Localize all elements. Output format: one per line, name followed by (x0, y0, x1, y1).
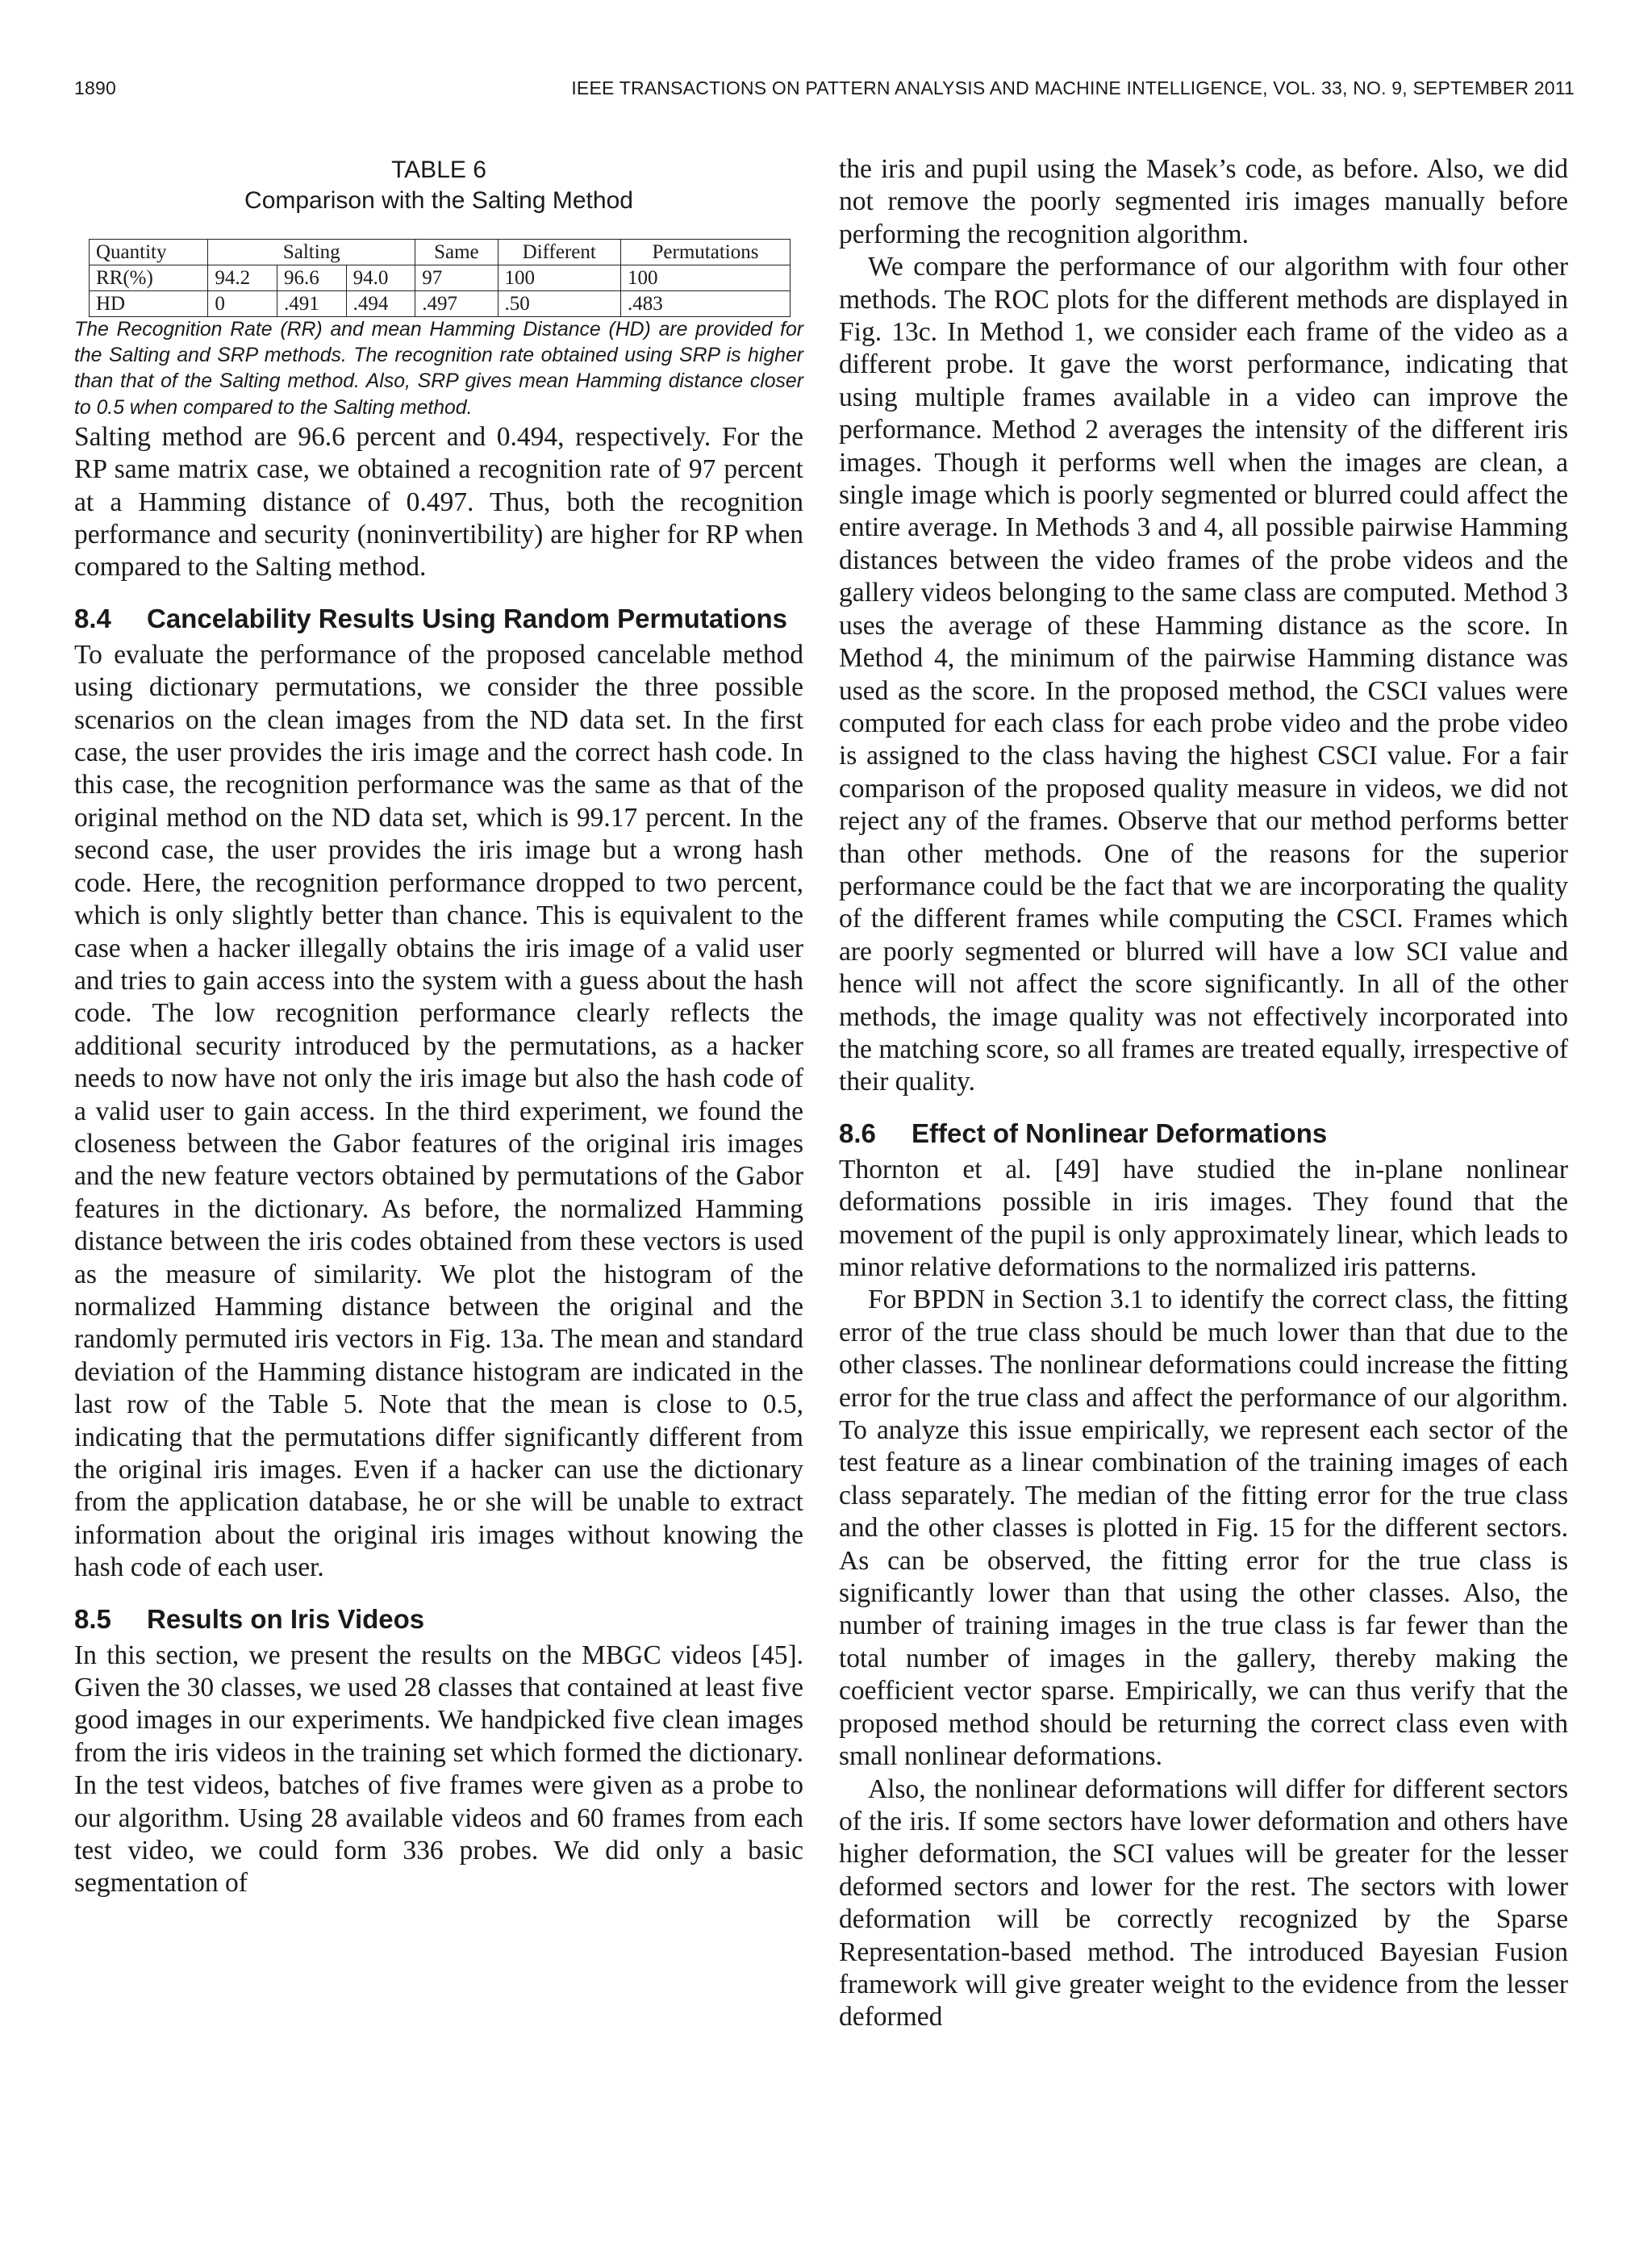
table-header-cell: Permutations (620, 240, 790, 265)
section-heading-8-5 (74, 1604, 803, 1635)
table-cell: .497 (415, 291, 498, 317)
table-footnote: The Recognition Rate (RR) and mean Hamming Distance (HD) are provided for the Salting and SRP methods. The recognition rate obtained using SRP is higher than that of the Salting method. Also, SRP gives mean Hamming distance closer to 0.5 when compared to the Salting method. (74, 319, 803, 419)
table-header-cell: Salting (208, 240, 415, 265)
table-cell: .483 (620, 291, 790, 317)
table-cell: 94.2 (208, 265, 277, 291)
paragraph: the iris and pupil using the Masek’s code, as before. Also, we did not remove the poorly segmented iris images manually before performing the recognition algorithm. (839, 154, 1568, 249)
table-row (90, 291, 791, 317)
table-row (90, 265, 791, 291)
section-number: 8.5 (74, 1603, 111, 1634)
table-cell: 100 (620, 265, 790, 291)
section-number: 8.6 (839, 1118, 876, 1148)
table-header-cell: Different (498, 240, 620, 265)
page-number: 1890 (74, 77, 116, 98)
section-heading-8-4 (74, 604, 803, 634)
table-header-cell: Same (415, 240, 498, 265)
paragraph: To evaluate the performance of the proposed cancelable method using dictionary permutations, we consider the three possible scenarios on the clean images from the ND data set. In the first case, the user provides the iris image and the correct hash code. In this case, the recognition performance was the same as that of the original method on the ND data set, which is 99.17 percent. In the second case, the user provides the iris image but a wrong hash code. Here, the recognition performance dropped to two percent, which is only slightly better than chance. This is equivalent to the case when a hacker illegally obtains the iris image of a valid user and tries to gain access into the system with a guess about the hash code. The low recognition performance clearly reflects the additional security introduced by the permutations, as a hacker needs to now have not only the iris image but also the hash code of a valid user to gain access. In the third experiment, we found the closeness between the Gabor features of the original iris images and the new feature vectors obtained by permutations of the Gabor features in the dictionary. As before, the normalized Hamming distance between the iris codes obtained from these vectors is used as the measure of similarity. We plot the histogram of the normalized Hamming distance between the original and the randomly permuted iris vectors in Fig. 13a. The mean and standard deviation of the Hamming distance histogram are indicated in the last row of the Table 5. Note that the mean is close to 0.5, indicating that the permutations differ significantly different from the original iris images. Even if a hacker can use the dictionary from the application database, he or she will be unable to extract information about the original iris images without knowing the hash code of each user. (74, 639, 803, 1583)
section-title: Effect of Nonlinear Deformations (912, 1118, 1328, 1148)
table-caption (74, 155, 803, 216)
table-cell: 94.0 (346, 265, 415, 291)
paragraph: Thornton et al. [49] have studied the in-plane nonlinear deformations possible in iris images. They found that the movement of the pupil is only approximately linear, which leads to minor relative deformations to the normalized iris patterns. (839, 1154, 1568, 1282)
table-cell: 0 (208, 291, 277, 317)
paragraph: In this section, we present the results on the MBGC videos [45]. Given the 30 classes, we used 28 classes that contained at least five good images in our experiments. We handpicked five clean images from the iris videos in the training set which formed the dictionary. In the test videos, batches of five frames were given as a probe to our algorithm. Using 28 available videos and 60 frames from each test video, we could form 336 probes. We did only a basic segmentation of (74, 1640, 803, 1899)
table-header-cell: Quantity (90, 240, 208, 265)
section-title: Results on Iris Videos (147, 1603, 425, 1634)
paragraph: Also, the nonlinear deformations will differ for different sectors of the iris. If some sectors have lower deformation and others have higher deformation, the SCI values will be greater for the lesser deformed sectors and lower for the rest. The sectors with lower deformation will be correctly recognized by the Sparse Representation-based method. The introduced Bayesian Fusion framework will give greater weight to the evidence from the lesser deformed (839, 1773, 1568, 2032)
table-cell: .50 (498, 291, 620, 317)
right-column (839, 153, 1568, 2034)
paragraph: Salting method are 96.6 percent and 0.494, respectively. For the RP same matrix case, we obtained a recognition rate of 97 percent at a Hamming distance of 0.497. Thus, both the recognition performance and security (noninvertibility) are higher for RP when compared to the Salting method. (74, 421, 803, 583)
section-heading-8-6 (839, 1118, 1568, 1149)
paragraph: For BPDN in Section 3.1 to identify the correct class, the fitting error of the true class should be much lower than that due to the other classes. The nonlinear deformations could increase the fitting error for the true class and affect the performance of our algorithm. To analyze this issue empirically, we represent each sector of the test feature as a linear combination of the training images of each class separately. The median of the fitting error for the true class and the other classes is plotted in Fig. 15 for the different sectors. As can be observed, the fitting error for the true class is significantly lower than that using the other classes. Also, the number of training images in the true class is far fewer than the total number of images in the gallery, thereby making the coefficient vector sparse. Empirically, we can thus verify that the proposed method should be returning the correct class even with small nonlinear deformations. (839, 1285, 1568, 1772)
table-cell: 97 (415, 265, 498, 291)
journal-header: IEEE TRANSACTIONS ON PATTERN ANALYSIS AND MACHINE INTELLIGENCE, VOL. 33, NO. 9, SEPTEMBER 2011 (571, 77, 1575, 98)
table-title: Comparison with the Salting Method (244, 187, 633, 214)
table-header-row (90, 240, 791, 265)
left-column (74, 153, 803, 1900)
section-title: Cancelability Results Using Random Permutations (147, 603, 787, 633)
running-header (74, 77, 1575, 110)
table-cell: 96.6 (277, 265, 346, 291)
table-cell: RR(%) (90, 265, 208, 291)
paragraph: We compare the performance of our algorithm with four other methods. The ROC plots for the different methods are displayed in Fig. 13c. In Method 1, we consider each frame of the video as a different probe. It gave the worst performance, indicating that using multiple frames available in a video can improve the performance. Method 2 averages the intensity of the different iris images. Though it performs well when the images are clean, a single image which is poorly segmented or blurred could affect the entire average. In Methods 3 and 4, all possible pairwise Hamming distances between the video frames of the probe videos and the gallery videos belonging to the same class are computed. Method 3 uses the average of these Hamming distance as the score. In Method 4, the minimum of the pairwise Hamming distance was used as the score. In the proposed method, the CSCI values were computed for each class for each probe video and the probe video is assigned to the class having the highest CSCI value. For a fair comparison of the proposed quality measure in videos, we did not reject any of the frames. Observe that our method performs better than other methods. One of the reasons for the superior performance could be the fact that we are incorporating the quality of the different frames while computing the CSCI. Frames which are poorly segmented or blurred will have a low SCI value and hence will not affect the score significantly. In all of the other methods, the image quality was not effectively incorporated into the matching score, so all frames are treated equally, irrespective of their quality. (839, 252, 1568, 1097)
table-cell: HD (90, 291, 208, 317)
section-number: 8.4 (74, 603, 111, 633)
table-cell: .494 (346, 291, 415, 317)
table-label: TABLE 6 (391, 157, 486, 183)
table-cell: .491 (277, 291, 346, 317)
comparison-table (89, 239, 791, 317)
table-cell: 100 (498, 265, 620, 291)
